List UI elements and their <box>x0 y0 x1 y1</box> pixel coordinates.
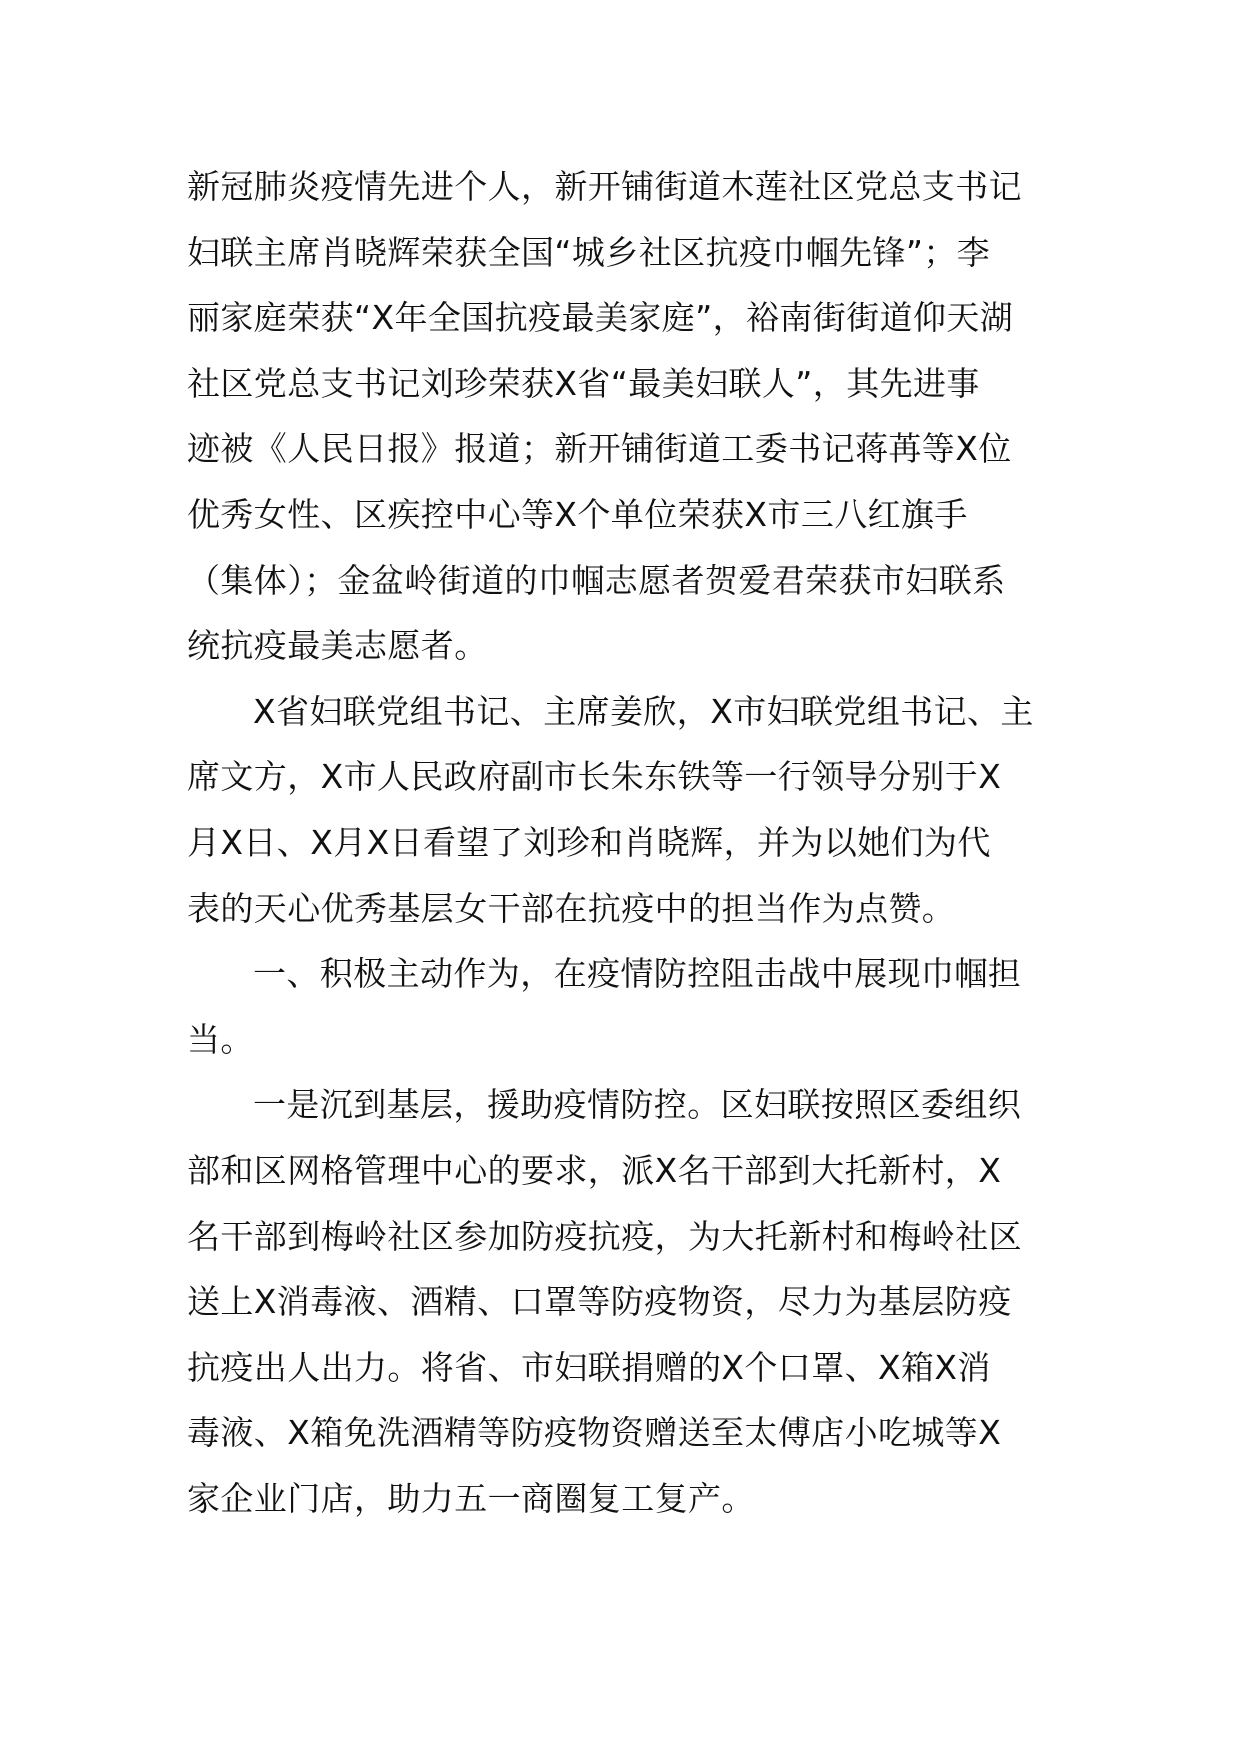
text-line: 毒液、X箱免洗酒精等防疫物资赠送至太傅店小吃城等X <box>187 1413 1002 1453</box>
text-line: 部和区网格管理中心的要求，派X名干部到大托新村，X <box>187 1150 1002 1190</box>
text-line: 妇联主席肖晓辉荣获全国“城乡社区抗疫巾帼先锋”；李 <box>187 232 991 272</box>
text-line: 一、积极主动作为，在疫情防控阻击战中展现巾帼担 <box>253 954 1022 994</box>
text-line: 送上X消毒液、酒精、口罩等防疫物资，尽力为基层防疫 <box>187 1282 1012 1322</box>
text-line: 当。 <box>187 1019 254 1059</box>
text-line: 名干部到梅岭社区参加防疫抗疫，为大托新村和梅岭社区 <box>187 1216 1022 1256</box>
text-line: 统抗疫最美志愿者。 <box>187 626 488 666</box>
text-line: 月X日、X月X日看望了刘珍和肖晓辉，并为以她们为代 <box>187 822 991 862</box>
text-line: 新冠肺炎疫情先进个人，新开铺街道木莲社区党总支书记 <box>187 167 1022 206</box>
text-line: 家企业门店，助力五一商圈复工复产。 <box>187 1478 755 1518</box>
text-line: 席文方，X市人民政府副市长朱东铁等一行领导分别于X <box>187 757 1002 797</box>
text-line: X省妇联党组书记、主席姜欣，X市妇联党组书记、主 <box>253 691 1034 731</box>
text-line: 表的天心优秀基层女干部在抗疫中的担当作为点赞。 <box>187 888 956 928</box>
text-line: 一是沉到基层，援助疫情防控。区妇联按照区委组织 <box>253 1085 1022 1125</box>
text-line: 丽家庭荣获“X年全国抗疫最美家庭”，裕南街街道仰天湖 <box>187 298 1014 338</box>
document-body <box>187 154 1057 1531</box>
text-line: 迹被《人民日报》报道；新开铺街道工委书记蒋苒等X位 <box>187 429 1012 469</box>
text-line: 社区党总支书记刘珍荣获X省“最美妇联人”，其先进事 <box>187 363 980 403</box>
text-line: （集体）；金盆岭街道的巾帼志愿者贺爱君荣获市妇联系 <box>187 560 1006 600</box>
text-line: 抗疫出人出力。将省、市妇联捐赠的X个口罩、X箱X消 <box>187 1347 991 1387</box>
text-line: 优秀女性、区疾控中心等X个单位荣获X市三八红旗手 <box>187 494 968 534</box>
